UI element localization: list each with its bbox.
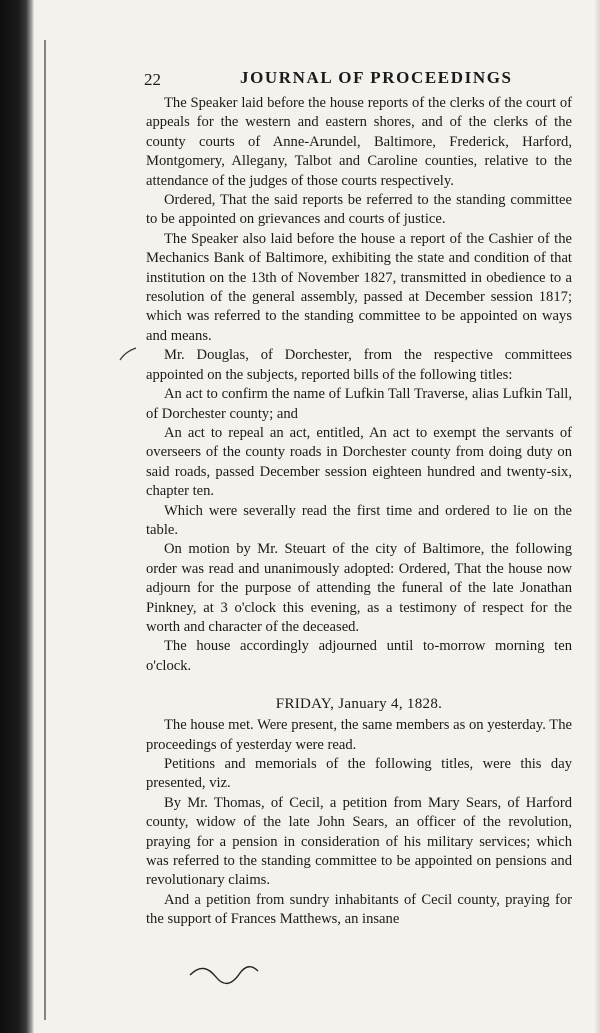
paragraph-reports-clerks: The Speaker laid before the house reports of the clerks of the court of appeals for the western and eastern shores, and of the clerks of the county courts of Anne-Arundel, Baltimore, Frederick, Harford, Montgomery, Allegany, Talbot and Caroline counties, relative to the attendance of the judges of those courts respectively. [146, 95, 572, 189]
running-title: JOURNAL OF PROCEEDINGS [240, 68, 513, 87]
paragraph-mechanics-bank: The Speaker also laid before the house a report of the Cashier of the Mechanics Bank of Baltimore, exhibiting the state and condition of that institution on the 13th of November 1827, transmitted in obedience to a resolution of the general assembly, passed at December session 1817; which was referred to the standing committee to be appointed on ways and means. [146, 230, 572, 344]
paragraph-petition-cecil: And a petition from sundry inhabitants of Cecil county, praying for the support of Frances Matthews, an insane [146, 891, 572, 928]
paragraph-act-repeal: An act to repeal an act, entitled, An act to exempt the servants of overseers of the county roads in Dorchester county from doing duty on said roads, passed December session eighteen hundred and twenty-six, chapter ten. [146, 424, 572, 500]
paragraph-order-grievances: Ordered, That the said reports be referred to the standing committee to be appointed on grievances and courts of justice. [146, 192, 572, 228]
paragraph-douglas-bills: Mr. Douglas, of Dorchester, from the respective committees appointed on the subjects, reported bills of the following titles: [146, 347, 572, 383]
binding-rule [44, 40, 46, 1020]
ink-flourish-icon [186, 955, 276, 995]
page-number: 22 [144, 70, 161, 89]
binding-edge [0, 0, 34, 1033]
paragraph-adjourned: The house accordingly adjourned until to-morrow morning ten o'clock. [146, 638, 572, 674]
paragraph-petition-sears: By Mr. Thomas, of Cecil, a petition from Mary Sears, of Harford county, widow of the late John Sears, an officer of the revolution, praying for a pension in consideration of his military services; which was referred to the standing committee to be appointed on pensions and revolutionary claims. [146, 794, 572, 889]
margin-pencil-mark-icon [118, 346, 138, 362]
page-right-edge [594, 0, 600, 1033]
paragraph-house-met: The house met. Were present, the same members as on yesterday. The proceedings of yesterday were read. [146, 717, 572, 753]
paragraph-act-lufkin: An act to confirm the name of Lufkin Tall Traverse, alias Lufkin Tall, of Dorchester county; and [146, 386, 572, 422]
paragraph-first-reading: Which were severally read the first time and ordered to lie on the table. [146, 502, 572, 538]
paragraph-motion-steuart: On motion by Mr. Steuart of the city of Baltimore, the following order was read and unanimously adopted: Ordered, That the house now adjourn for the purpose of attending the funeral of the late Jonathan Pinkney, at 3 o'clock this evening, as a testimony of respect for the worth and character of the deceased. [146, 541, 572, 635]
day-heading: FRIDAY, January 4, 1828. [275, 696, 443, 713]
text-block [146, 66, 572, 930]
paragraph-petitions: Petitions and memorials of the following titles, were this day presented, viz. [146, 756, 572, 792]
running-head [144, 66, 572, 94]
